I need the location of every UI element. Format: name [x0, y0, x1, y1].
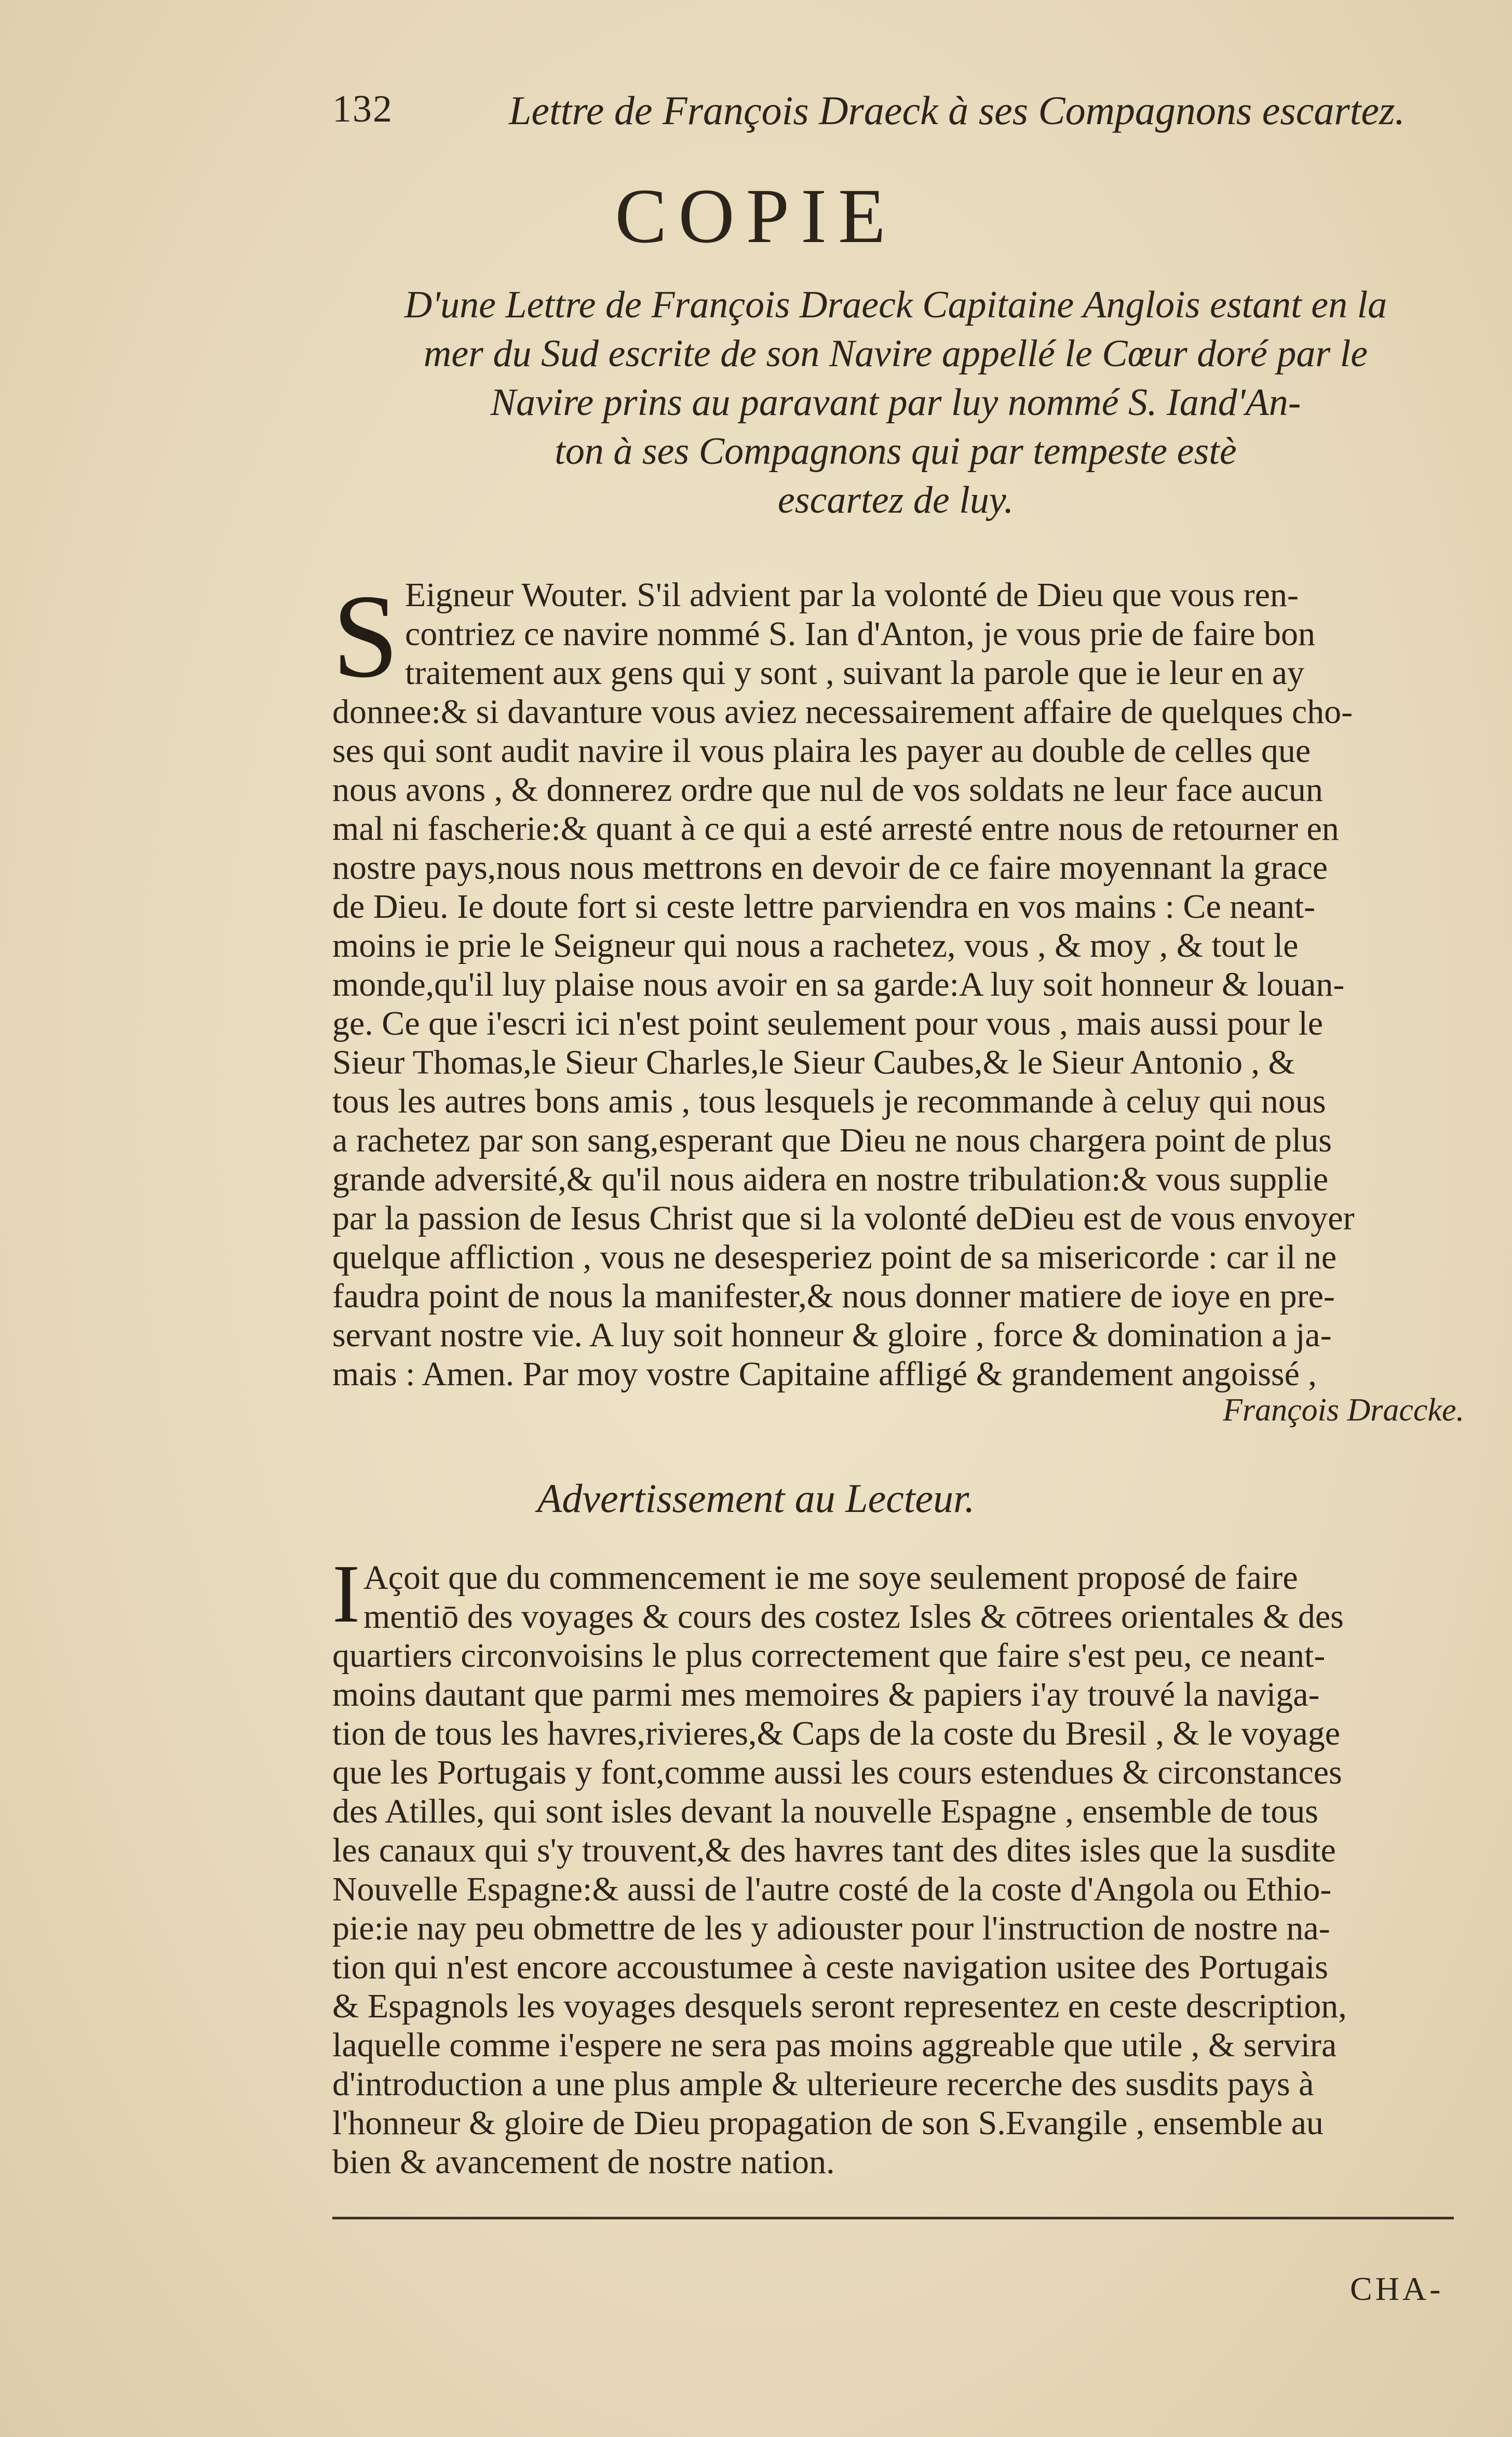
text-line: ge. Ce que i'escri ici n'est point seulement pour vous , mais aussi pour le — [332, 1005, 1324, 1042]
text-line: de Dieu. Ie doute fort si ceste lettre parviendra en vos mains : Ce neant- — [332, 888, 1316, 926]
catchword: CHA- — [1350, 2270, 1444, 2307]
text-line: moins ie prie le Seigneur qui nous a rachetez, vous , & moy , & tout le — [332, 927, 1299, 965]
text-line: d'introduction a une plus ample & ulterieure recerche des susdits pays à — [332, 2065, 1314, 2103]
drop-cap-s: S — [332, 570, 399, 702]
advice-text — [332, 1558, 1464, 2181]
drop-cap-i: I — [332, 1547, 360, 1640]
page-title: COPIE — [615, 173, 897, 259]
footer-rule — [332, 2217, 1454, 2219]
section-heading: Advertissement au Lecteur. — [537, 1476, 975, 1521]
text-line: Açoit que du commencement ie me soye seulement proposé de faire — [363, 1559, 1298, 1597]
running-title: Lettre de François Draeck à ses Compagnons escartez. — [509, 88, 1405, 133]
text-line: quelque affliction , vous ne desesperiez point de sa misericorde : car il ne — [332, 1238, 1337, 1276]
letter-text — [332, 570, 1464, 1394]
text-line: a rachetez par son sang,esperant que Dieu ne nous chargera point de plus — [332, 1121, 1332, 1159]
page-number: 132 — [332, 88, 393, 130]
text-line: bien & avancement de nostre nation. — [332, 2143, 835, 2181]
text-line: nostre pays,nous nous mettrons en devoir de ce faire moyennant la grace — [332, 849, 1328, 887]
text-line: tion de tous les havres,rivieres,& Caps de la coste du Bresil , & le voyage — [332, 1715, 1341, 1752]
text-line: quartiers circonvoisins le plus correctement que faire s'est peu, ce neant- — [332, 1637, 1326, 1675]
text-line: nous avons , & donnerez ordre que nul de vos soldats ne leur face aucun — [332, 771, 1323, 809]
text-line: grande adversité,& qu'il nous aidera en nostre tribulation:& vous supplie — [332, 1160, 1329, 1198]
text-line: que les Portugais y font,comme aussi les cours estendues & circonstances — [332, 1753, 1342, 1791]
text-line: mentiō des voyages & cours des costez Isles & cōtrees orientales & des — [363, 1598, 1344, 1636]
text-line: Nouvelle Espagne:& aussi de l'autre costé de la coste d'Angola ou Ethio- — [332, 1870, 1332, 1908]
text-line: les canaux qui s'y trouvent,& des havres tant des dites isles que la susdite — [332, 1831, 1336, 1869]
text-line: tion qui n'est encore accoustumee à ceste navigation usitee des Portugais — [332, 1948, 1328, 1986]
text-line: ses qui sont audit navire il vous plaira les payer au double de celles que — [332, 732, 1311, 770]
text-line: moins dautant que parmi mes memoires & papiers i'ay trouvé la naviga- — [332, 1676, 1320, 1713]
page-header — [332, 87, 1454, 144]
text-line: Eigneur Wouter. S'il advient par la volonté de Dieu que vous ren- — [405, 576, 1299, 614]
subtitle-line: Navire prins au paravant par luy nommé S. Iand'An- — [490, 381, 1301, 424]
text-line: & Espagnols les voyages desquels seront representez en ceste description, — [332, 1987, 1347, 2025]
text-line: tous les autres bons amis , tous lesquels je recommande à celuy qui nous — [332, 1082, 1326, 1120]
text-line: donnee:& si davanture vous aviez necessairement affaire de quelques cho- — [332, 693, 1353, 731]
title-subheading — [363, 280, 1428, 525]
text-line: monde,qu'il luy plaise nous avoir en sa garde:A luy soit honneur & louan- — [332, 966, 1345, 1003]
signature: François Draccke. — [1223, 1392, 1464, 1428]
text-line: faudra point de nous la manifester,& nous donner matiere de ioye en pre- — [332, 1277, 1335, 1315]
text-line: mal ni fascherie:& quant à ce qui a esté arresté entre nous de retourner en — [332, 810, 1339, 848]
subtitle-line: ton à ses Compagnons qui par tempeste estè — [555, 430, 1237, 473]
text-line: par la passion de Iesus Christ que si la volonté deDieu est de vous envoyer — [332, 1199, 1355, 1237]
text-line: contriez ce navire nommé S. Ian d'Anton, je vous prie de faire bon — [405, 615, 1315, 653]
text-line: traitement aux gens qui y sont , suivant la parole que ie leur en ay — [405, 654, 1304, 692]
subtitle-line: D'une Lettre de François Draeck Capitaine Anglois estant en la — [404, 284, 1387, 326]
text-line: servant nostre vie. A luy soit honneur & gloire , force & domination a ja- — [332, 1316, 1332, 1354]
text-line: l'honneur & gloire de Dieu propagation de son S.Evangile , ensemble au — [332, 2104, 1324, 2142]
text-line: des Atilles, qui sont isles devant la nouvelle Espagne , ensemble de tous — [332, 1792, 1318, 1830]
subtitle-line: escartez de luy. — [777, 479, 1014, 521]
text-line: mais : Amen. Par moy vostre Capitaine affligé & grandement angoissé , — [332, 1355, 1317, 1393]
text-line: laquelle comme i'espere ne sera pas moins aggreable que utile , & servira — [332, 2026, 1337, 2064]
text-line: Sieur Thomas,le Sieur Charles,le Sieur Caubes,& le Sieur Antonio , & — [332, 1043, 1295, 1081]
text-line: pie:ie nay peu obmettre de les y adiouster pour l'instruction de nostre na- — [332, 1909, 1330, 1947]
subtitle-line: mer du Sud escrite de son Navire appellé le Cœur doré par le — [423, 332, 1368, 375]
